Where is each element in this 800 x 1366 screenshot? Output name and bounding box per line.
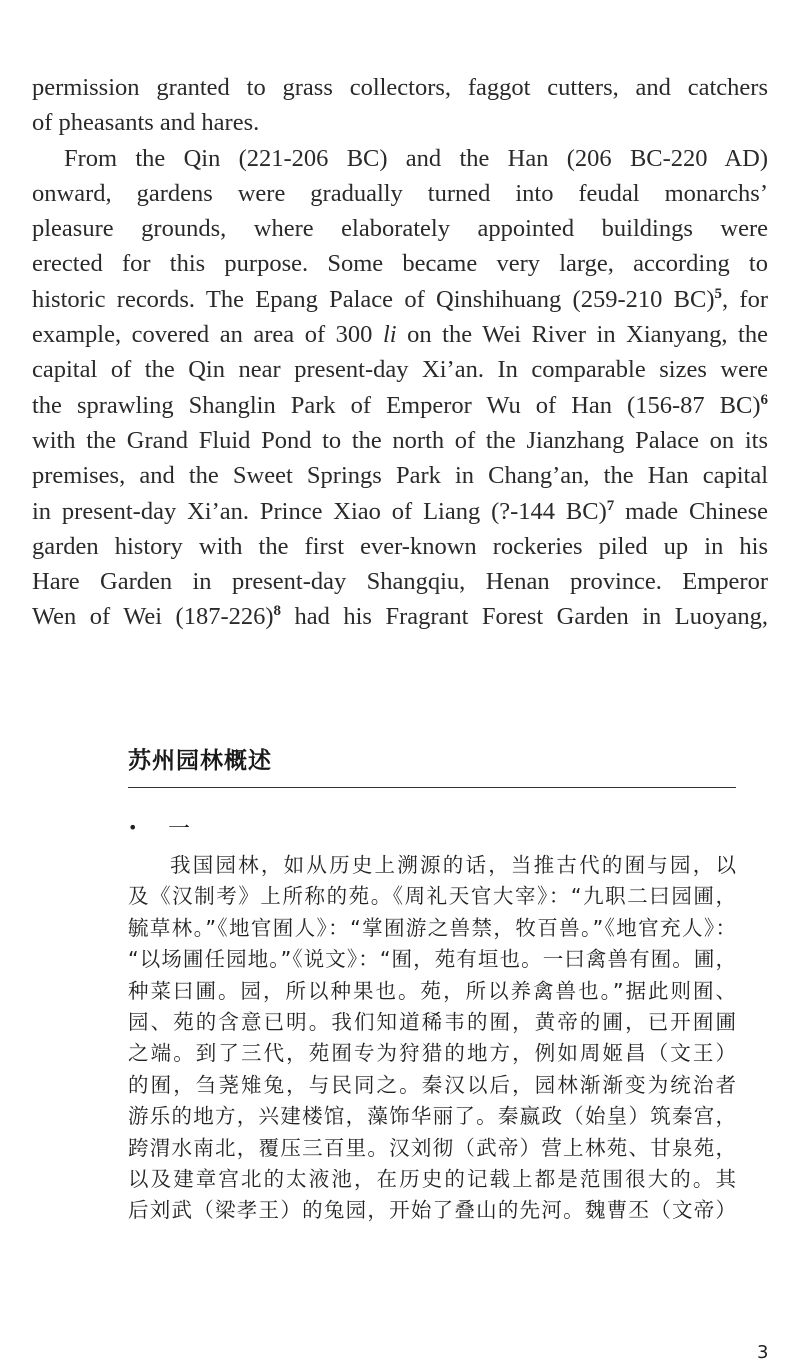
chinese-line: 园、苑的含意已明。我们知道稀韦的囿，黄帝的圃，已开囿圃 bbox=[128, 1010, 736, 1035]
chinese-line: 我国园林，如从历史上溯源的话，当推古代的囿与园，以 bbox=[170, 853, 736, 877]
english-line: pleasure grounds, where elaborately appointed buildings were bbox=[32, 215, 768, 243]
page-number: 3 bbox=[757, 1342, 769, 1363]
section-title: 苏州园林概述 bbox=[128, 748, 272, 774]
english-line-text: Wen of Wei (187-226) bbox=[32, 603, 274, 631]
footnote-marker: 5 bbox=[714, 285, 722, 302]
chinese-line: 及《汉制考》上所称的苑。《周礼天官大宰》：“九职二曰园圃， bbox=[128, 884, 736, 909]
chinese-line: 之端。到了三代，苑囿专为狩猎的地方，例如周姬昌（文王） bbox=[128, 1041, 736, 1066]
english-line bbox=[32, 599, 768, 634]
english-line: capital of the Qin near present-day Xi’an. In comparable sizes were bbox=[32, 356, 768, 384]
english-line: onward, gardens were gradually turned into feudal monarchs’ bbox=[32, 179, 768, 207]
footnote-marker: 6 bbox=[760, 391, 768, 408]
english-line-text: made Chinese bbox=[614, 497, 768, 525]
footnote-marker: 7 bbox=[606, 497, 615, 514]
english-line bbox=[32, 317, 768, 352]
english-line-text: historic records. The Epang Palace of Qinshihuang (259-210 BC) bbox=[32, 285, 715, 313]
english-line-text: the sprawling Shanglin Park of Emperor Wu of Han (156-87 BC) bbox=[32, 391, 761, 419]
chinese-line: 游乐的地方，兴建楼馆，藻饰华丽了。秦嬴政（始皇）筑秦宫， bbox=[128, 1104, 736, 1129]
english-line: of pheasants and hares. bbox=[32, 109, 260, 137]
english-line: permission granted to grass collectors, faggot cutters, and catchers bbox=[32, 74, 768, 101]
english-line: with the Grand Fluid Pond to the north of the Jianzhang Palace on its bbox=[32, 426, 768, 454]
english-line: erected for this purpose. Some became very large, according to bbox=[32, 250, 768, 278]
chinese-line: 种菜曰圃。园，所以种果也。苑，所以养禽兽也。”据此则囿、 bbox=[128, 978, 736, 1003]
english-text-block bbox=[32, 70, 768, 635]
english-line: From the Qin (221-206 BC) and the Han (206 BC-220 AD) bbox=[64, 144, 768, 172]
footnote-marker: 8 bbox=[273, 603, 282, 620]
chinese-text-block bbox=[128, 850, 736, 1227]
chinese-line: 跨渭水南北，覆压三百里。汉刘彻（武帝）营上林苑、甘泉苑， bbox=[128, 1135, 736, 1160]
chinese-line: 以及建章宫北的太液池，在历史的记载上都是范围很大的。其 bbox=[128, 1167, 736, 1192]
italic-term: li bbox=[382, 321, 397, 349]
chinese-line: 毓草林。”《地官囿人》：“掌囿游之兽禁，牧百兽。”《地官充人》： bbox=[128, 915, 736, 940]
english-line: garden history with the first ever-known rockeries piled up in his bbox=[32, 532, 768, 560]
section-number: 一 bbox=[168, 817, 191, 842]
english-line bbox=[32, 494, 768, 529]
chinese-line: 的囿，刍荛雉兔，与民同之。秦汉以后，园林渐渐变为统治者 bbox=[128, 1072, 736, 1097]
english-line-text: on the Wei River in Xianyang, the bbox=[396, 321, 768, 349]
chinese-line: 后刘武（梁孝王）的兔园，开始了叠山的先河。魏曹丕（文帝） bbox=[128, 1198, 736, 1223]
section-divider bbox=[128, 787, 736, 788]
chinese-line: “以场圃任园地。”《说文》：“囿，苑有垣也。一曰禽兽有囿。圃， bbox=[128, 947, 736, 972]
english-line-text: in present-day Xi’an. Prince Xiao of Liang (?-144 BC) bbox=[32, 497, 607, 525]
english-line: Hare Garden in present-day Shangqiu, Henan province. Emperor bbox=[32, 568, 768, 596]
english-line-text: , for bbox=[722, 285, 768, 313]
english-line: premises, and the Sweet Springs Park in Chang’an, the Han capital bbox=[32, 462, 768, 490]
bullet-icon: • bbox=[128, 818, 138, 837]
english-line bbox=[32, 282, 768, 317]
english-line-text: had his Fragrant Forest Garden in Luoyang, bbox=[281, 603, 768, 631]
english-line bbox=[32, 388, 768, 423]
english-line-text: example, covered an area of 300 bbox=[32, 321, 383, 349]
